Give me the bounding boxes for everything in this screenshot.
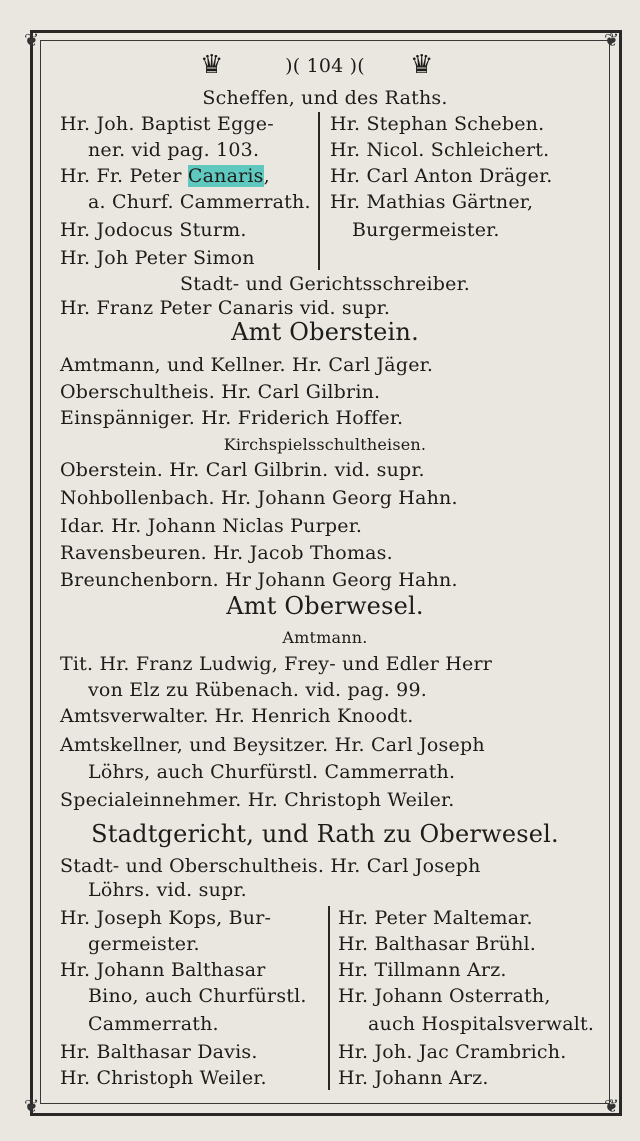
corner-ornament-icon: ❦: [24, 1096, 40, 1117]
entry: Hr. Franz Peter Canaris vid. supr.: [60, 297, 391, 319]
crown-icon: ♛: [410, 50, 434, 80]
corner-ornament-icon: ❦: [604, 1096, 620, 1117]
corner-ornament-icon: ❦: [604, 30, 620, 51]
entry: Hr. Carl Anton Dräger.: [330, 165, 553, 187]
entry: Amtskellner, und Beysitzer. Hr. Carl Joseph: [60, 734, 485, 756]
crown-icon: ♛: [200, 50, 224, 80]
column-divider: [318, 112, 320, 270]
entry: Idar. Hr. Johann Niclas Purper.: [60, 515, 363, 537]
entry: Ravensbeuren. Hr. Jacob Thomas.: [60, 542, 393, 564]
section-title: Scheffen, und des Raths.: [202, 87, 448, 109]
section-title: Stadtgericht, und Rath zu Oberwesel.: [91, 820, 559, 848]
entry: Bino, auch Churfürstl.: [88, 985, 307, 1007]
section-title: Amt Oberwesel.: [226, 592, 424, 620]
entry: Amtsverwalter. Hr. Henrich Knoodt.: [60, 705, 414, 727]
entry-text: Hr. Fr. Peter: [60, 165, 188, 187]
entry: Breunchenborn. Hr Johann Georg Hahn.: [60, 569, 458, 591]
entry: Hr. Johann Arz.: [338, 1067, 489, 1089]
entry: von Elz zu Rübenach. vid. pag. 99.: [88, 679, 428, 701]
entry: Hr. Balthasar Brühl.: [338, 933, 537, 955]
entry: Nohbollenbach. Hr. Johann Georg Hahn.: [60, 487, 458, 509]
entry: Löhrs. vid. supr.: [88, 879, 247, 901]
entry: Stadt- und Oberschultheis. Hr. Carl Joseph: [60, 855, 481, 877]
entry-text: ,: [263, 165, 270, 187]
entry: Hr. Mathias Gärtner,: [330, 191, 534, 213]
entry: Löhrs, auch Churfürstl. Cammerrath.: [88, 761, 456, 783]
entry: Cammerrath.: [88, 1013, 219, 1035]
entry: Hr. Joh. Baptist Egge-: [60, 113, 274, 135]
entry: Hr. Tillmann Arz.: [338, 959, 507, 981]
entry: Hr. Balthasar Davis.: [60, 1041, 258, 1063]
entry: Oberschultheis. Hr. Carl Gilbrin.: [60, 381, 381, 403]
entry: Hr. Nicol. Schleichert.: [330, 139, 550, 161]
entry: Hr. Joseph Kops, Bur-: [60, 907, 272, 929]
corner-ornament-icon: ❦: [24, 30, 40, 51]
section-title: Stadt- und Gerichtsschreiber.: [179, 273, 471, 295]
entry: Hr. Joh. Jac Crambrich.: [338, 1041, 567, 1063]
entry: Hr. Johann Balthasar: [60, 959, 266, 981]
subsection-title: Amtmann.: [282, 628, 368, 647]
entry: Specialeinnehmer. Hr. Christoph Weiler.: [60, 789, 455, 811]
entry: Tit. Hr. Franz Ludwig, Frey- und Edler Herr: [60, 653, 493, 675]
entry: a. Churf. Cammerrath.: [88, 191, 311, 213]
section-title: Amt Oberstein.: [231, 318, 419, 346]
entry: Hr. Stephan Scheben.: [330, 113, 545, 135]
column-divider: [328, 906, 330, 1090]
entry: ner. vid pag. 103.: [88, 139, 260, 161]
entry: Burgermeister.: [352, 219, 500, 241]
subsection-title: Kirchspielsschultheisen.: [223, 435, 427, 454]
page-number: 104: [306, 55, 344, 77]
entry: Hr. Johann Osterrath,: [338, 985, 551, 1007]
entry: Einspänniger. Hr. Friderich Hoffer.: [60, 407, 404, 429]
page-number-line: )( 104 )(: [285, 55, 365, 77]
highlighted-word[interactable]: Canaris: [187, 165, 264, 187]
entry: Amtmann, und Kellner. Hr. Carl Jäger.: [60, 354, 434, 376]
entry: Hr. Peter Maltemar.: [338, 907, 533, 929]
entry: auch Hospitalsverwalt.: [368, 1013, 595, 1035]
entry: Hr. Jodocus Sturm.: [60, 219, 247, 241]
entry: Hr. Joh Peter Simon: [60, 247, 255, 269]
entry: Oberstein. Hr. Carl Gilbrin. vid. supr.: [60, 459, 425, 481]
entry: germeister.: [88, 933, 200, 955]
entry: Hr. Christoph Weiler.: [60, 1067, 267, 1089]
entry: [60, 164, 270, 188]
